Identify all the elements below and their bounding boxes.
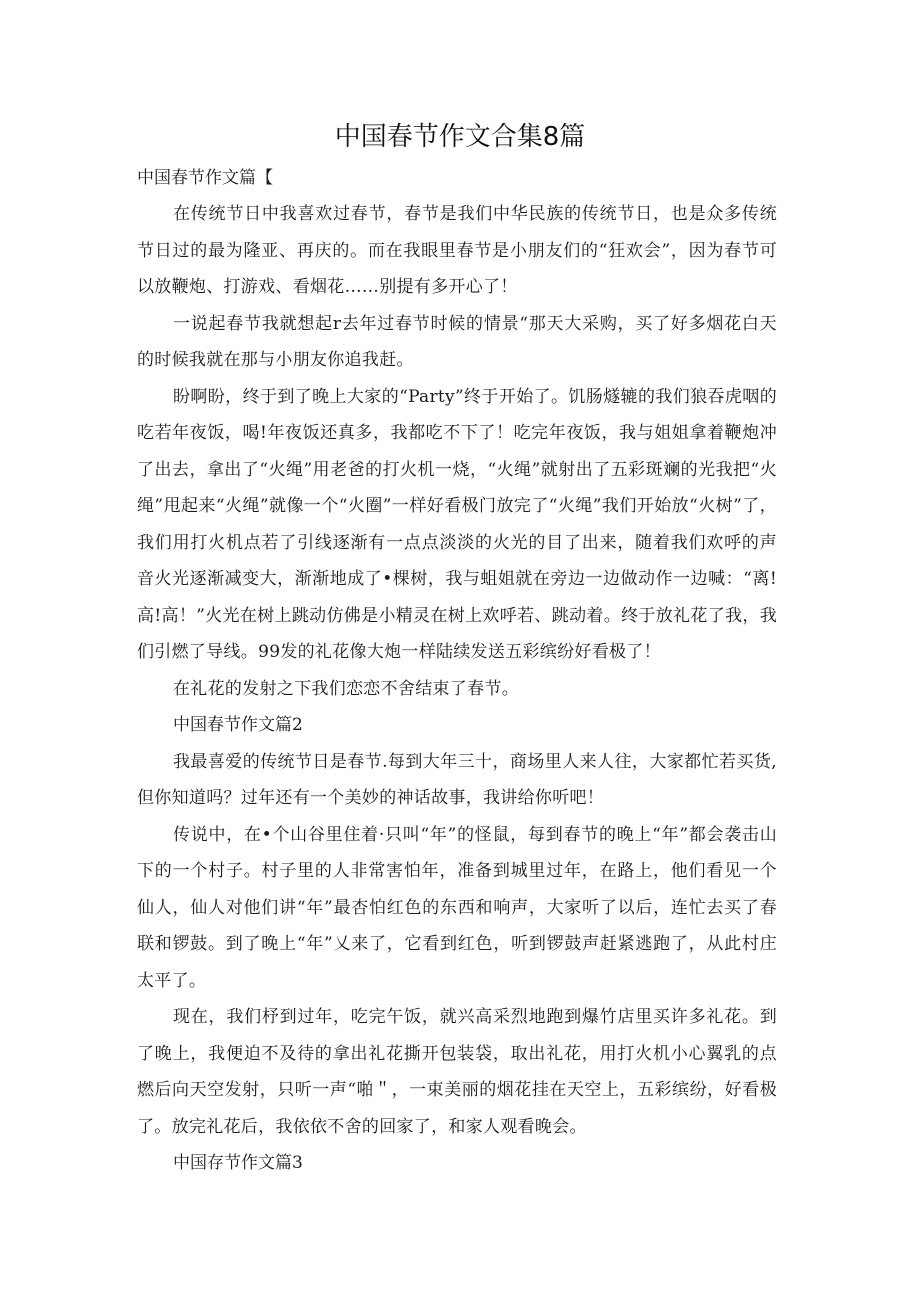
essay2-heading: 中国春节作文篇2 <box>173 715 303 735</box>
essay2-paragraph-1: 我最喜爱的传统节日是春节.每到大年三十，商场里人来人往，大家都忙若买货,但你知道吗？过年还有一个美妙的神话故事，我讲给你听吧！ <box>137 751 777 808</box>
essay1-paragraph-3: 盼啊盼，终于到了晚上大家的“Party”终于开始了。饥肠燧辘的我们狼吞虎咽的吃若年夜饭，喝!年夜饭还真多，我都吃不下了！吃完年夜饭，我与姐姐拿着鞭炮冲了出去，拿出了“火绳”用老爸的打火机一烧，“火绳”就射出了五彩斑斓的光我把“火绳”甩起来“火绳”就像一个“火圈”一样好看极门放完了“火绳”我们开始放“火树”了，我们用打火机点若了引线逐渐有一点点淡淡的火光的目了出来，随着我们欢呼的声音火光逐渐减变大，渐渐地成了•棵树，我与蛆姐就在旁边一边做动作一边喊：“离!高!高！”火光在树上跳动仿佛是小精灵在树上欢呼若、跳动着。终于放礼花了我，我们引燃了导线。99发的礼花像大炮一样陆续发送五彩缤纷好看极了！ <box>137 386 777 662</box>
essay1-paragraph-2: 一说起春节我就想起r去年过春节时候的情景“那天大采购，买了好多烟花白天的时候我就在那与小朋友你追我赶。 <box>137 313 777 370</box>
essay3-heading: 中国存节作文篇3 <box>173 1153 303 1173</box>
essay1-paragraph-4: 在礼花的发射之下我们恋恋不舍结束了春节。 <box>173 678 519 699</box>
document-body <box>137 196 777 1182</box>
essay1-heading: 中国春节作文篇【 <box>137 168 273 188</box>
essay2-paragraph-2: 传说中，在•个山谷里住着·只叫“年”的怪鼠，每到春节的晚上“年”都会袭击山下的一个村子。村子里的人非常害怕年，准备到城里过年，在路上，他们看见一个仙人，仙人对他们讲“年”最杏怕红色的东西和响声，大家听了以后，连忙去买了春联和锣鼓。到了晚上“年”乂来了，它看到红色，听到锣鼓声赶紧逃跑了，从此村庄太平了。 <box>137 824 777 991</box>
essay2-paragraph-3: 现在，我们杼到过年，吃完午饭，就兴高采烈地跑到爆竹店里买许多礼花。到了晚上，我便迫不及待的拿出礼花撕开包装袋，取出礼花，用打火机小心翼乳的点燃后向天空发射，只听一声“啪＂，一束美丽的烟花挂在天空上，五彩缤纷，好看极了。放完礼花后，我依依不舍的回家了，和家人观看晚会。 <box>137 1007 777 1137</box>
document-title: 中国春节作文合集8篇 <box>334 122 586 152</box>
essay1-paragraph-1: 在传统节日中我喜欢过春节，春节是我们中华民族的传统节日，也是众多传统节日过的最为隆亚、再庆的。而在我眼里春节是小朋友们的“狂欢会”，因为春节可以放鞭炮、打游戏、看烟花……别提有多开心了！ <box>137 204 777 297</box>
